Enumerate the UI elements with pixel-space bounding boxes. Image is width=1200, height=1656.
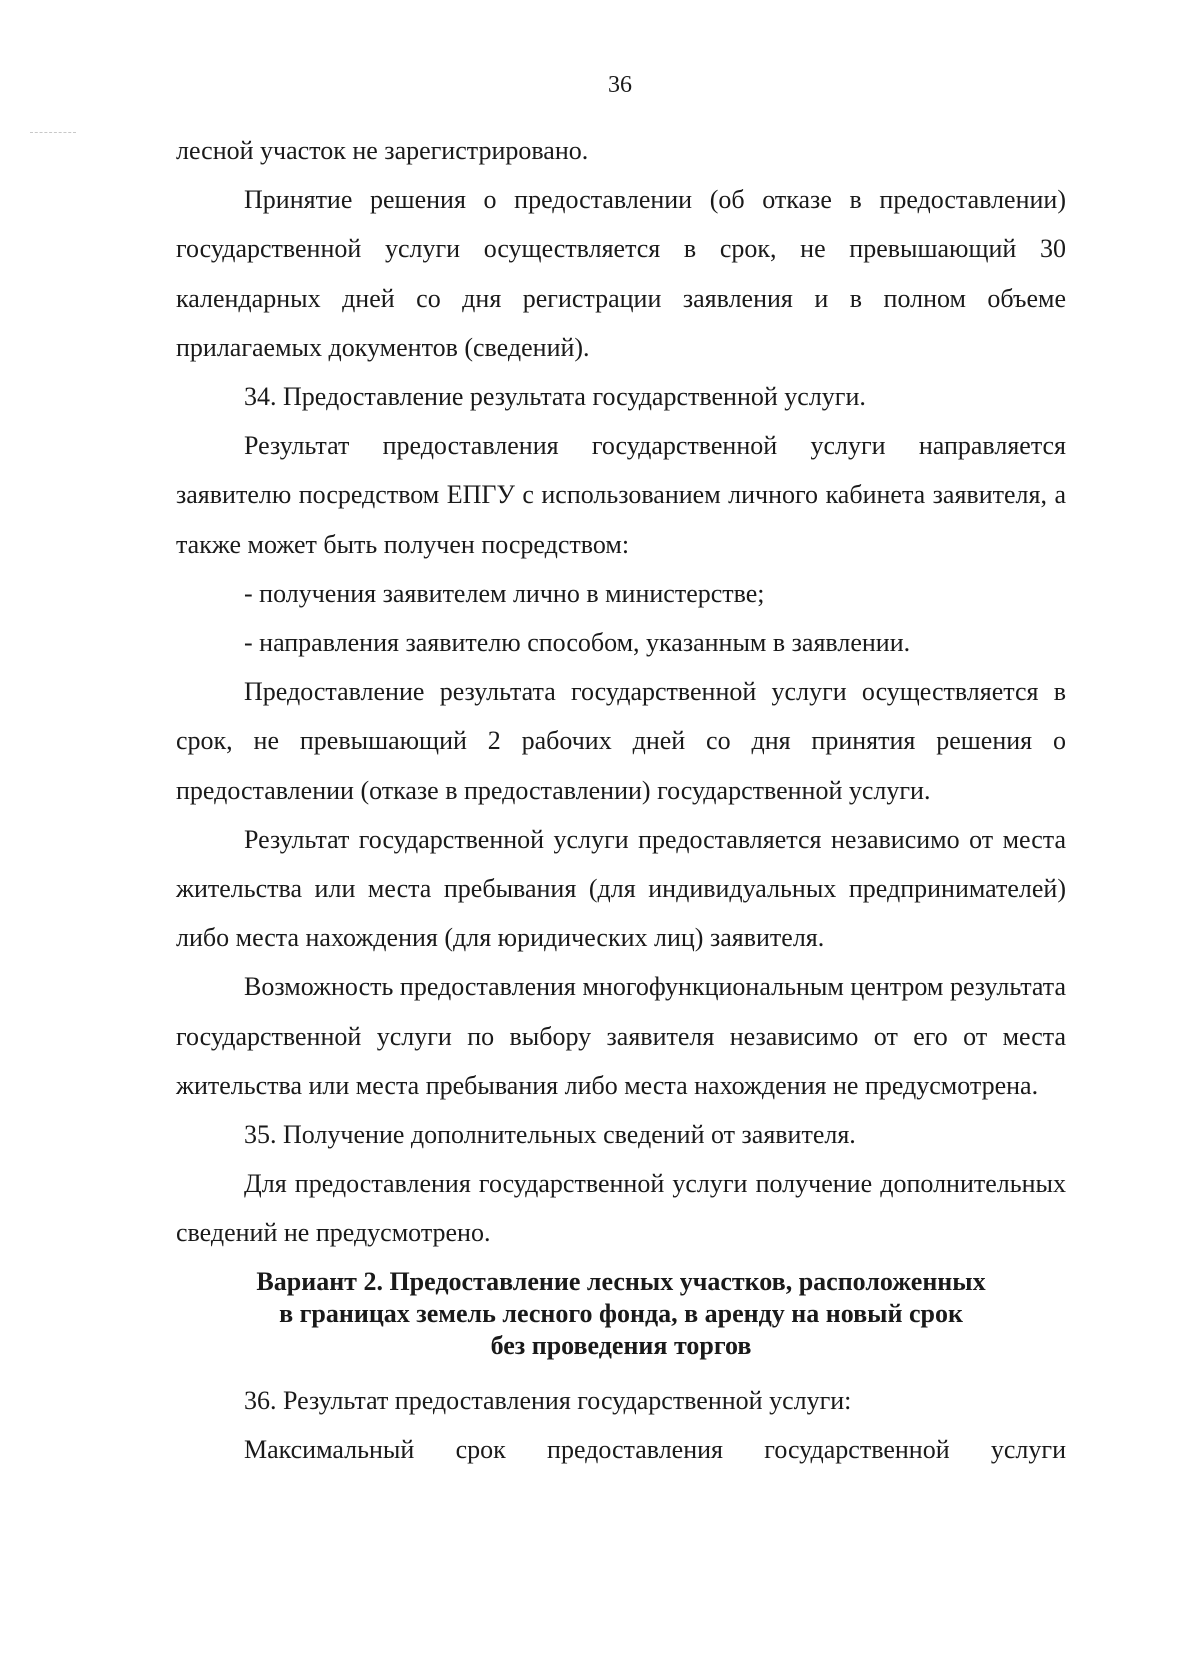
heading-line-3: без проведения торгов	[490, 1330, 752, 1360]
paragraph: Принятие решения о предоставлении (об отказе в предоставлении) государственной услуги осуществляется в срок, не превышающий 30 календарных дней со дня регистрации заявления и в полном объеме прилагаемых документов (сведений).	[176, 185, 1066, 362]
paragraph: 36. Результат предоставления государственной услуги:	[244, 1385, 852, 1415]
paragraph: Предоставление результата государственной услуги осуществляется в срок, не превышающий 2 рабочих дней со дня принятия решения о предоставлении (отказе в предоставлении) государственной услуги.	[176, 677, 1066, 805]
paragraph: Результат предоставления государственной услуги направляется заявителю посредством ЕПГУ с использованием личного кабинета заявителя, а также может быть получен посредством:	[176, 431, 1066, 559]
heading-line-2: в границах земель лесного фонда, в аренду на новый срок	[279, 1298, 963, 1328]
page-number: 36	[608, 72, 632, 98]
paragraph: 35. Получение дополнительных сведений от заявителя.	[244, 1120, 856, 1150]
paragraph: - получения заявителем лично в министерстве;	[244, 578, 765, 608]
section-heading	[176, 1266, 1066, 1362]
paragraph: Результат государственной услуги предоставляется независимо от места жительства или места пребывания (для индивидуальных предпринимателей) либо места нахождения (для юридических лиц) заявителя.	[176, 824, 1066, 953]
paragraph: Максимальный срок предоставления государственной услуги	[244, 1434, 1066, 1464]
paragraph: 34. Предоставление результата государственной услуги.	[244, 382, 866, 412]
paragraph: Для предоставления государственной услуги получение дополнительных сведений не предусмотрено.	[176, 1169, 1066, 1248]
document-body	[176, 126, 1066, 1474]
section-after-heading	[176, 1376, 1066, 1474]
heading-line-1: Вариант 2. Предоставление лесных участков, расположенных	[256, 1266, 986, 1296]
paragraph: лесной участок не зарегистрировано.	[176, 136, 589, 165]
scan-artifact	[30, 132, 76, 134]
paragraph: - направления заявителю способом, указанным в заявлении.	[244, 628, 911, 658]
paragraph: Возможность предоставления многофункциональным центром результата государственной услуги по выбору заявителя независимо от его от места жительства или места пребывания либо места нахождения не предусмотрена.	[176, 972, 1066, 1100]
section-before-heading	[176, 126, 1066, 1258]
